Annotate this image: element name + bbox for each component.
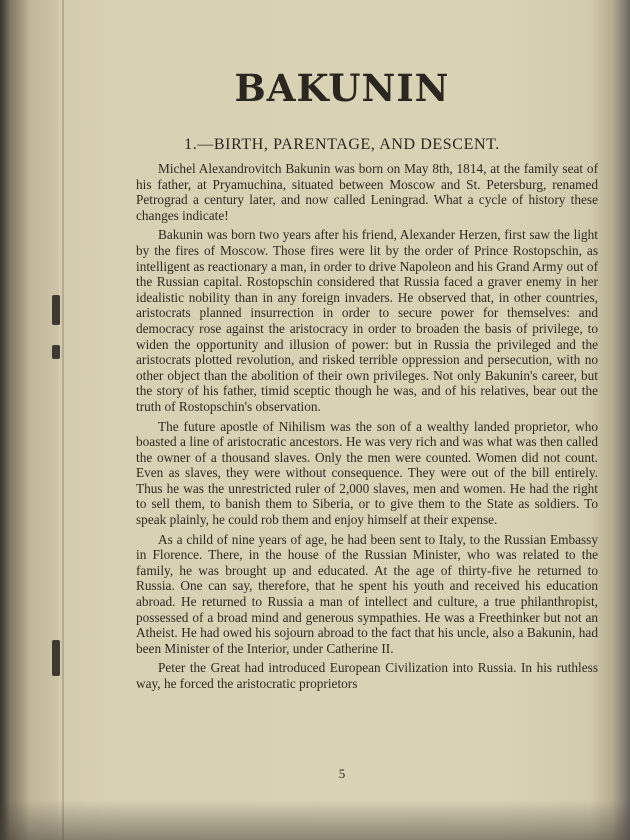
- binding-mark: [52, 295, 60, 325]
- paragraph: Peter the Great had introduced European Civilization into Russia. In his ruthless way, he forced the aristocratic proprietors: [136, 660, 598, 691]
- section-heading: 1.—BIRTH, PARENTAGE, AND DESCENT.: [184, 136, 500, 153]
- binding-mark: [52, 640, 60, 676]
- page-title: BAKUNIN: [234, 66, 450, 110]
- paragraph: The future apostle of Nihilism was the son of a wealthy landed proprietor, who boasted a line of aristocratic ancestors. He was very rich and was what was then called the owner of a thousand slaves. Only the men were counted. Women did not count. Even as slaves, they were without consequence. They were out of the bill entirely. Thus he was the unrestricted ruler of 2,000 slaves, men and women. He had the right to sell them, to banish them to Siberia, or to give them to the State as soldiers. To speak plainly, he could rob them and enjoy himself at their expense.: [136, 418, 598, 528]
- page-number: 5: [338, 766, 346, 781]
- bottom-shadow: [0, 800, 630, 840]
- book-page: [62, 0, 622, 840]
- paragraph: Bakunin was born two years after his friend, Alexander Herzen, first saw the light by the fires of Moscow. Those fires were lit by the order of Prince Rostopschin, as intelligent as reactionary a man, in order to drive Napoleon and his Grand Army out of the Russian capital. Rostopschin considered that Russia faced a graver enemy in her idealistic nobility than in any foreign invaders. He observed that, in other countries, aristocrats planned insurrection in order to secure power for themselves: and democracy rose against the aristocracy in order to broaden the basis of privilege, to widen the opportunity and illusion of power: but in Russia the privileged and the aristocrats plotted revolution, and risked terrible oppression and persecution, with no other object than the abolition of their own privileges. Not only Bakunin's career, but the story of his father, timid sceptic though he was, and of his relatives, bear out the truth of Rostopschin's observation.: [136, 227, 598, 414]
- book-spine-shadow: [0, 0, 62, 840]
- binding-mark: [52, 345, 60, 359]
- paragraph: Michel Alexandrovitch Bakunin was born on May 8th, 1814, at the family seat of his father, at Pryamuchina, situated between Moscow and St. Petersburg, renamed Petrograd a century later, and now called Leningrad. What a cycle of history these changes indicate!: [136, 161, 598, 223]
- paragraph: As a child of nine years of age, he had been sent to Italy, to the Russian Embassy in Florence. There, in the house of the Russian Minister, who was related to the family, he was brought up and educated. At the age of thirty-five he returned to Russia. One can say, therefore, that he spent his youth and received his education abroad. He returned to Russia a man of intellect and culture, a true philanthropist, possessed of a broad mind and generous sympathies. He was a Freethinker but not an Atheist. He had owed his sojourn abroad to the fact that his uncle, also a Bakunin, had been Minister of the Interior, under Catherine II.: [136, 531, 598, 656]
- body-text: [136, 161, 598, 696]
